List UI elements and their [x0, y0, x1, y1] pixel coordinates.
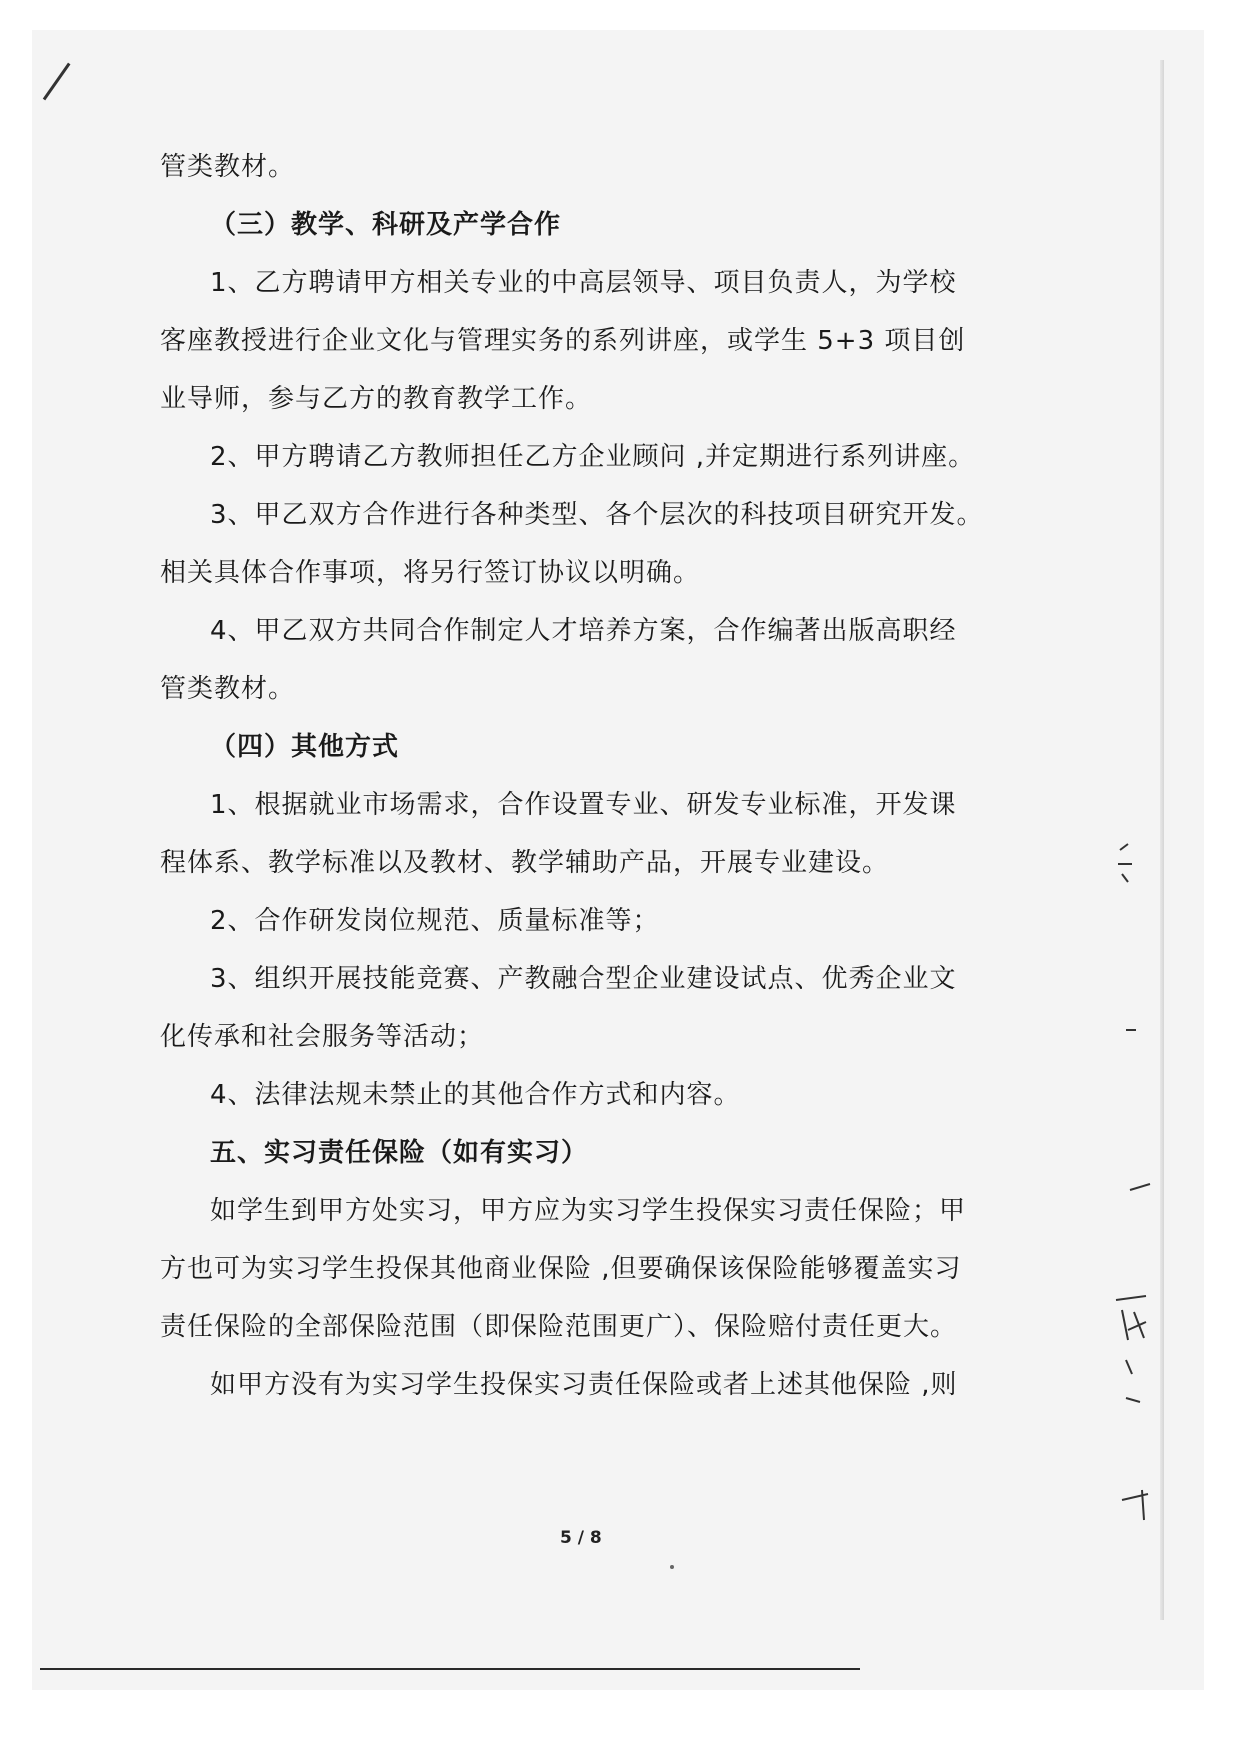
text-line: 管类教材。	[160, 152, 296, 182]
text-line: 如学生到甲方处实习，甲方应为实习学生投保实习责任保险；甲	[210, 1196, 967, 1226]
text-line: 1、乙方聘请甲方相关专业的中高层领导、项目负责人，为学校	[210, 268, 957, 298]
seal-fragment-marks	[1108, 830, 1158, 1530]
text-line: 程体系、教学标准以及教材、教学辅助产品，开展专业建设。	[160, 848, 890, 878]
text-line: 业导师，参与乙方的教育教学工作。	[160, 384, 593, 414]
section-heading: （三）教学、科研及产学合作	[210, 210, 562, 240]
seal-stroke	[1118, 844, 1132, 882]
scan-edge-shadow	[1160, 60, 1164, 1620]
seal-stroke	[1116, 1296, 1146, 1340]
text-line: 2、甲方聘请乙方教师担任乙方企业顾问 ,并定期进行系列讲座。	[210, 442, 976, 472]
text-line: 方也可为实习学生投保其他商业保险 ,但要确保该保险能够覆盖实习	[160, 1254, 962, 1284]
text-line: 相关具体合作事项，将另行签订协议以明确。	[160, 558, 701, 588]
text-line: 2、合作研发岗位规范、质量标准等；	[210, 906, 660, 936]
scan-speck	[670, 1565, 674, 1569]
seal-stroke	[1126, 1398, 1140, 1402]
section-heading: （四）其他方式	[210, 732, 400, 762]
text-line: 4、法律法规未禁止的其他合作方式和内容。	[210, 1080, 741, 1110]
text-line: 客座教授进行企业文化与管理实务的系列讲座，或学生 5+3 项目创	[160, 326, 966, 356]
seal-stroke	[1130, 1184, 1150, 1190]
text-line: 如甲方没有为实习学生投保实习责任保险或者上述其他保险 ,则	[210, 1370, 958, 1400]
section-heading: 五、实习责任保险（如有实习）	[210, 1138, 589, 1168]
seal-stroke	[1126, 1360, 1132, 1374]
text-line: 3、甲乙双方合作进行各种类型、各个层次的科技项目研究开发。	[210, 500, 984, 530]
seal-stroke	[1122, 1490, 1148, 1520]
text-line: 责任保险的全部保险范围（即保险范围更广）、保险赔付责任更大。	[160, 1312, 958, 1342]
page-number: 5 / 8	[560, 1528, 602, 1548]
text-line: 4、甲乙双方共同合作制定人才培养方案，合作编著出版高职经	[210, 616, 957, 646]
text-line: 3、组织开展技能竞赛、产教融合型企业建设试点、优秀企业文	[210, 964, 957, 994]
text-line: 1、根据就业市场需求，合作设置专业、研发专业标准，开发课	[210, 790, 957, 820]
footer-rule	[40, 1668, 860, 1670]
text-line: 管类教材。	[160, 674, 296, 704]
text-line: 化传承和社会服务等活动；	[160, 1022, 485, 1052]
